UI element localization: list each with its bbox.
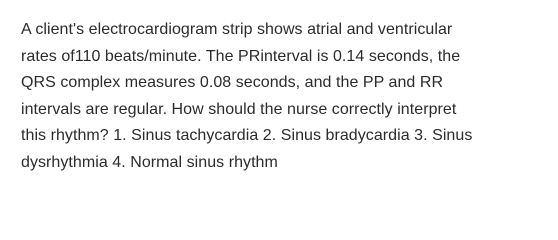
question-text: A client's electrocardiogram strip shows atrial and ventricular rates of110 beats/minute. The PRinterval is 0.14 seconds, the QRS complex measures 0.08 seconds, and the PP and RR intervals are regular. How should the nurse correctly interpret this rhythm? 1. Sinus tachycardia 2. Sinus bradycardia 3. Sinus dysrhythmia 4. Normal sinus rhythm (21, 21, 473, 171)
